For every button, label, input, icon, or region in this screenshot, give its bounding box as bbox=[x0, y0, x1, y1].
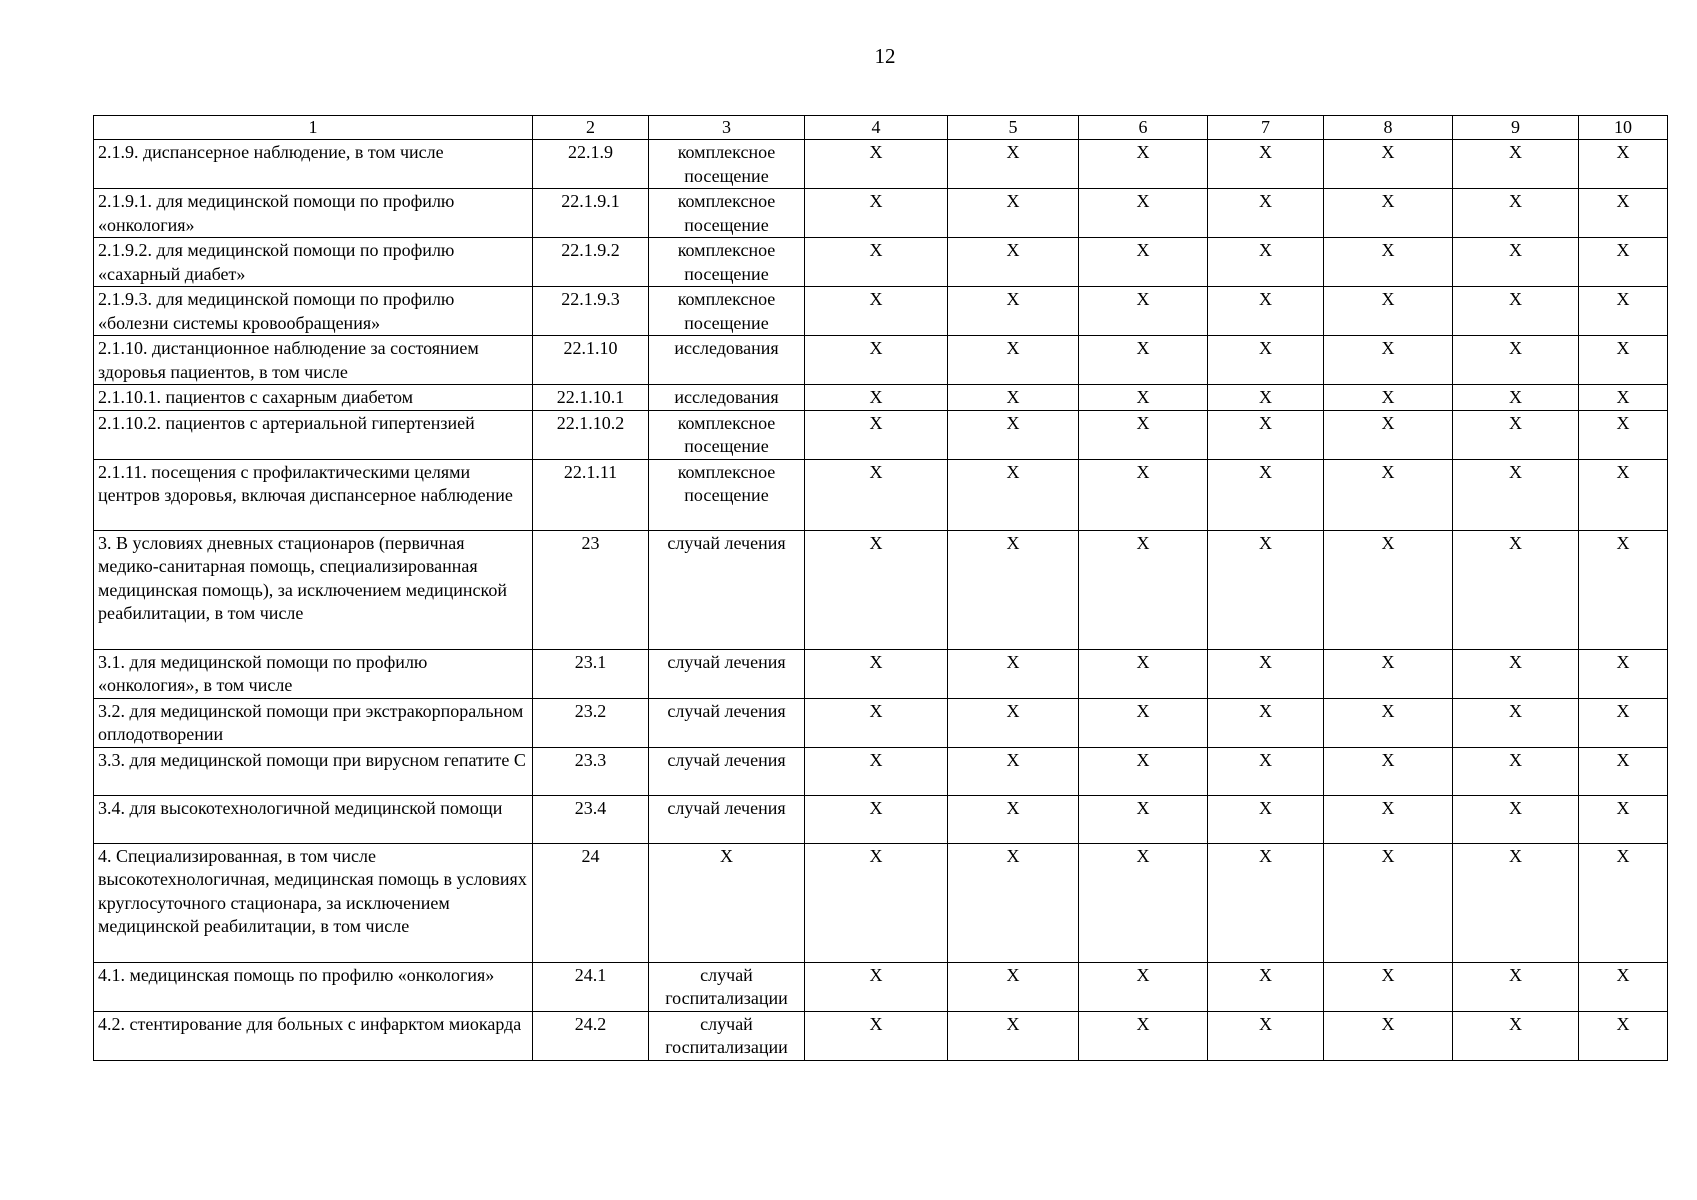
row-cell: X bbox=[1579, 747, 1668, 795]
row-cell: X bbox=[805, 1011, 948, 1060]
row-cell: X bbox=[1079, 1011, 1208, 1060]
row-name: 4. Специализированная, в том числе высокотехнологичная, медицинская помощь в условиях круглосуточного стационара, за исключением медицинской реабилитации, в том числе bbox=[94, 843, 533, 962]
row-name: 2.1.10. дистанционное наблюдение за состоянием здоровья пациентов, в том числе bbox=[94, 336, 533, 385]
row-cell: X bbox=[1453, 385, 1579, 411]
page-number: 12 bbox=[874, 44, 896, 68]
row-name: 2.1.9.2. для медицинской помощи по профилю «сахарный диабет» bbox=[94, 238, 533, 287]
row-name: 3.3. для медицинской помощи при вирусном гепатите С bbox=[94, 747, 533, 795]
row-unit: случай лечения bbox=[649, 698, 805, 747]
row-cell: X bbox=[1579, 189, 1668, 238]
table-row bbox=[94, 795, 1668, 843]
row-code: 22.1.9 bbox=[533, 140, 649, 189]
row-cell: X bbox=[1579, 530, 1668, 649]
row-cell: X bbox=[1579, 649, 1668, 698]
row-cell: X bbox=[1324, 843, 1453, 962]
row-cell: X bbox=[1208, 1011, 1324, 1060]
table-row bbox=[94, 1011, 1668, 1060]
row-code: 22.1.11 bbox=[533, 459, 649, 530]
row-cell: X bbox=[1579, 843, 1668, 962]
row-code: 22.1.10.2 bbox=[533, 410, 649, 459]
row-cell: X bbox=[805, 698, 948, 747]
table-row bbox=[94, 530, 1668, 649]
row-cell: X bbox=[1453, 410, 1579, 459]
row-cell: X bbox=[1079, 962, 1208, 1011]
row-cell: X bbox=[1324, 795, 1453, 843]
row-unit: комплексное посещение bbox=[649, 410, 805, 459]
row-cell: X bbox=[1079, 140, 1208, 189]
table-row bbox=[94, 336, 1668, 385]
table-row bbox=[94, 843, 1668, 962]
row-cell: X bbox=[1579, 962, 1668, 1011]
column-header: 10 bbox=[1579, 116, 1668, 140]
column-header: 5 bbox=[948, 116, 1079, 140]
row-cell: X bbox=[1208, 530, 1324, 649]
row-cell: X bbox=[805, 238, 948, 287]
row-cell: X bbox=[1079, 287, 1208, 336]
row-cell: X bbox=[948, 287, 1079, 336]
column-header: 9 bbox=[1453, 116, 1579, 140]
row-code: 24.2 bbox=[533, 1011, 649, 1060]
row-cell: X bbox=[948, 962, 1079, 1011]
row-cell: X bbox=[1579, 795, 1668, 843]
column-header: 1 bbox=[94, 116, 533, 140]
row-name: 2.1.10.2. пациентов с артериальной гипертензией bbox=[94, 410, 533, 459]
row-unit: комплексное посещение bbox=[649, 189, 805, 238]
row-cell: X bbox=[948, 843, 1079, 962]
row-cell: X bbox=[948, 189, 1079, 238]
row-unit: случай лечения bbox=[649, 649, 805, 698]
row-cell: X bbox=[805, 747, 948, 795]
row-cell: X bbox=[1453, 747, 1579, 795]
row-cell: X bbox=[805, 530, 948, 649]
row-name: 4.2. стентирование для больных с инфарктом миокарда bbox=[94, 1011, 533, 1060]
row-name: 3. В условиях дневных стационаров (первичная медико-санитарная помощь, специализированная медицинская помощь), за исключением медицинской реабилитации, в том числе bbox=[94, 530, 533, 649]
row-unit: X bbox=[649, 843, 805, 962]
row-cell: X bbox=[1579, 459, 1668, 530]
row-cell: X bbox=[1453, 459, 1579, 530]
row-cell: X bbox=[1079, 459, 1208, 530]
row-name: 2.1.9.1. для медицинской помощи по профилю «онкология» bbox=[94, 189, 533, 238]
row-code: 22.1.9.1 bbox=[533, 189, 649, 238]
row-cell: X bbox=[1324, 385, 1453, 411]
row-cell: X bbox=[1208, 189, 1324, 238]
row-code: 23.1 bbox=[533, 649, 649, 698]
table-row bbox=[94, 962, 1668, 1011]
row-cell: X bbox=[948, 238, 1079, 287]
row-unit: случай госпитализации bbox=[649, 962, 805, 1011]
row-name: 3.2. для медицинской помощи при экстракорпоральном оплодотворении bbox=[94, 698, 533, 747]
row-name: 3.1. для медицинской помощи по профилю «онкология», в том числе bbox=[94, 649, 533, 698]
row-cell: X bbox=[948, 459, 1079, 530]
row-cell: X bbox=[948, 649, 1079, 698]
row-code: 23.2 bbox=[533, 698, 649, 747]
row-code: 23.3 bbox=[533, 747, 649, 795]
row-cell: X bbox=[1324, 287, 1453, 336]
row-code: 23.4 bbox=[533, 795, 649, 843]
row-cell: X bbox=[1208, 336, 1324, 385]
row-cell: X bbox=[1324, 530, 1453, 649]
row-cell: X bbox=[1324, 962, 1453, 1011]
row-cell: X bbox=[1079, 795, 1208, 843]
row-cell: X bbox=[1453, 287, 1579, 336]
row-code: 23 bbox=[533, 530, 649, 649]
row-code: 24.1 bbox=[533, 962, 649, 1011]
row-cell: X bbox=[1453, 140, 1579, 189]
row-unit: случай лечения bbox=[649, 530, 805, 649]
table-row bbox=[94, 747, 1668, 795]
row-cell: X bbox=[1453, 649, 1579, 698]
row-cell: X bbox=[948, 795, 1079, 843]
row-cell: X bbox=[1324, 336, 1453, 385]
table-row bbox=[94, 410, 1668, 459]
row-cell: X bbox=[1453, 189, 1579, 238]
row-cell: X bbox=[1579, 140, 1668, 189]
row-name: 3.4. для высокотехнологичной медицинской помощи bbox=[94, 795, 533, 843]
row-cell: X bbox=[1208, 795, 1324, 843]
row-cell: X bbox=[1324, 140, 1453, 189]
row-cell: X bbox=[1579, 238, 1668, 287]
row-cell: X bbox=[1079, 698, 1208, 747]
table-row bbox=[94, 238, 1668, 287]
column-header: 7 bbox=[1208, 116, 1324, 140]
column-header: 8 bbox=[1324, 116, 1453, 140]
table-row bbox=[94, 140, 1668, 189]
row-cell: X bbox=[1453, 698, 1579, 747]
row-cell: X bbox=[805, 287, 948, 336]
row-cell: X bbox=[1453, 336, 1579, 385]
row-cell: X bbox=[805, 189, 948, 238]
row-unit: комплексное посещение bbox=[649, 140, 805, 189]
row-cell: X bbox=[1208, 698, 1324, 747]
row-cell: X bbox=[948, 747, 1079, 795]
row-unit: комплексное посещение bbox=[649, 238, 805, 287]
row-code: 24 bbox=[533, 843, 649, 962]
row-cell: X bbox=[1453, 238, 1579, 287]
row-cell: X bbox=[805, 962, 948, 1011]
column-header: 2 bbox=[533, 116, 649, 140]
row-cell: X bbox=[1453, 843, 1579, 962]
row-cell: X bbox=[1579, 385, 1668, 411]
row-cell: X bbox=[1579, 1011, 1668, 1060]
row-cell: X bbox=[1453, 795, 1579, 843]
row-unit: исследования bbox=[649, 336, 805, 385]
row-cell: X bbox=[1453, 1011, 1579, 1060]
row-cell: X bbox=[1208, 962, 1324, 1011]
row-name: 2.1.9. диспансерное наблюдение, в том числе bbox=[94, 140, 533, 189]
row-name: 2.1.10.1. пациентов с сахарным диабетом bbox=[94, 385, 533, 411]
row-cell: X bbox=[805, 140, 948, 189]
row-cell: X bbox=[805, 795, 948, 843]
row-code: 22.1.9.2 bbox=[533, 238, 649, 287]
row-unit: случай лечения bbox=[649, 795, 805, 843]
row-cell: X bbox=[948, 530, 1079, 649]
row-cell: X bbox=[948, 1011, 1079, 1060]
row-cell: X bbox=[1324, 747, 1453, 795]
row-code: 22.1.9.3 bbox=[533, 287, 649, 336]
row-cell: X bbox=[805, 459, 948, 530]
row-code: 22.1.10 bbox=[533, 336, 649, 385]
row-cell: X bbox=[1208, 459, 1324, 530]
row-cell: X bbox=[1579, 287, 1668, 336]
row-cell: X bbox=[1324, 238, 1453, 287]
row-cell: X bbox=[948, 140, 1079, 189]
row-cell: X bbox=[1079, 189, 1208, 238]
row-cell: X bbox=[1208, 843, 1324, 962]
row-name: 4.1. медицинская помощь по профилю «онкология» bbox=[94, 962, 533, 1011]
row-cell: X bbox=[1208, 238, 1324, 287]
row-cell: X bbox=[1079, 336, 1208, 385]
row-cell: X bbox=[1079, 530, 1208, 649]
data-table bbox=[93, 115, 1668, 1061]
row-code: 22.1.10.1 bbox=[533, 385, 649, 411]
row-unit: исследования bbox=[649, 385, 805, 411]
row-cell: X bbox=[1579, 410, 1668, 459]
row-cell: X bbox=[1453, 530, 1579, 649]
row-cell: X bbox=[948, 336, 1079, 385]
row-cell: X bbox=[1079, 747, 1208, 795]
row-cell: X bbox=[948, 698, 1079, 747]
row-cell: X bbox=[1579, 336, 1668, 385]
row-cell: X bbox=[805, 410, 948, 459]
row-cell: X bbox=[1324, 649, 1453, 698]
row-cell: X bbox=[1324, 1011, 1453, 1060]
table-header-row bbox=[94, 116, 1668, 140]
row-unit: комплексное посещение bbox=[649, 459, 805, 530]
row-unit: комплексное посещение bbox=[649, 287, 805, 336]
table-row bbox=[94, 649, 1668, 698]
row-cell: X bbox=[805, 843, 948, 962]
row-cell: X bbox=[948, 385, 1079, 411]
row-cell: X bbox=[1208, 287, 1324, 336]
row-cell: X bbox=[1324, 698, 1453, 747]
row-name: 2.1.9.3. для медицинской помощи по профилю «болезни системы кровообращения» bbox=[94, 287, 533, 336]
row-name: 2.1.11. посещения с профилактическими целями центров здоровья, включая диспансерное наблюдение bbox=[94, 459, 533, 530]
row-cell: X bbox=[1079, 385, 1208, 411]
row-cell: X bbox=[1324, 189, 1453, 238]
table-row bbox=[94, 385, 1668, 411]
row-cell: X bbox=[1324, 410, 1453, 459]
row-unit: случай госпитализации bbox=[649, 1011, 805, 1060]
column-header: 6 bbox=[1079, 116, 1208, 140]
row-cell: X bbox=[1208, 385, 1324, 411]
row-cell: X bbox=[948, 410, 1079, 459]
column-header: 4 bbox=[805, 116, 948, 140]
row-cell: X bbox=[1079, 843, 1208, 962]
table-row bbox=[94, 698, 1668, 747]
row-cell: X bbox=[1208, 140, 1324, 189]
row-cell: X bbox=[1579, 698, 1668, 747]
row-cell: X bbox=[1079, 238, 1208, 287]
row-cell: X bbox=[805, 385, 948, 411]
row-cell: X bbox=[1208, 649, 1324, 698]
table-row bbox=[94, 287, 1668, 336]
row-cell: X bbox=[1453, 962, 1579, 1011]
row-cell: X bbox=[805, 336, 948, 385]
row-cell: X bbox=[1208, 410, 1324, 459]
table-row bbox=[94, 189, 1668, 238]
row-cell: X bbox=[1079, 649, 1208, 698]
row-cell: X bbox=[1079, 410, 1208, 459]
row-unit: случай лечения bbox=[649, 747, 805, 795]
row-cell: X bbox=[1208, 747, 1324, 795]
row-cell: X bbox=[1324, 459, 1453, 530]
column-header: 3 bbox=[649, 116, 805, 140]
row-cell: X bbox=[805, 649, 948, 698]
table-row bbox=[94, 459, 1668, 530]
